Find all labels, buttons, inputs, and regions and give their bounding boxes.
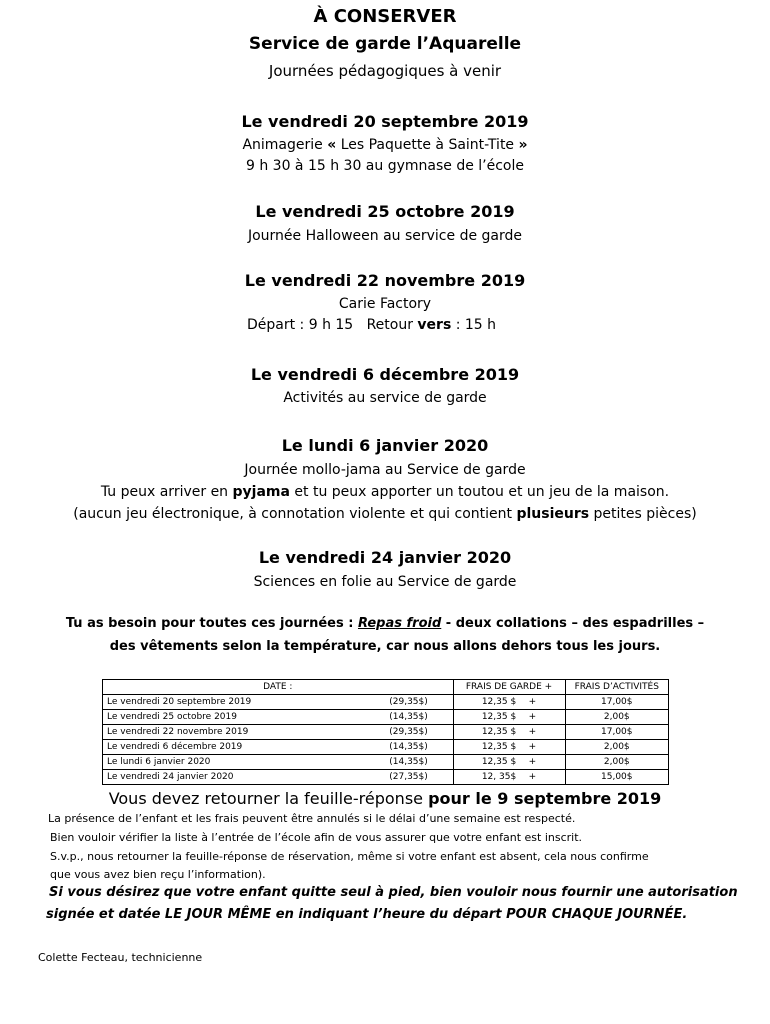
- garde-amount: 12,35 $: [481, 756, 517, 767]
- note-3: S.v.p., nous retourner la feuille-réponse de réservation, même si votre enfant est absent, cela nous confirme: [50, 850, 649, 863]
- row-date: Le vendredi 6 décembre 2019: [103, 740, 365, 755]
- plus-sign: +: [528, 771, 537, 782]
- event-desc-6: Sciences en folie au Service de garde: [253, 574, 517, 590]
- event-text: Départ : 9 h 15 Retour: [247, 317, 418, 333]
- event-desc-2: Journée Halloween au service de garde: [247, 228, 522, 244]
- row-total: (14,35$): [365, 755, 454, 770]
- header-date: DATE :: [103, 680, 454, 695]
- row-date: Le vendredi 25 octobre 2019: [103, 710, 365, 725]
- row-frais-activite: 2,00$: [565, 740, 668, 755]
- warning-line-2: signée et datée LE JOUR MÊME en indiquant l’heure du départ POUR CHAQUE JOURNÉE.: [46, 907, 688, 922]
- warning-line-1: Si vous désirez que votre enfant quitte seul à pied, bien vouloir nous fournir une autorisation: [49, 885, 738, 900]
- return-notice: [0, 789, 770, 808]
- event-desc-3: Carie Factory: [338, 296, 432, 312]
- return-deadline: pour le 9 septembre 2019: [428, 789, 662, 808]
- table-row: [103, 695, 669, 710]
- row-frais-activite: 17,00$: [565, 725, 668, 740]
- event-text: Les Paquette à Saint-Tite: [336, 137, 519, 153]
- event-date-3: Le vendredi 22 novembre 2019: [244, 271, 526, 290]
- quote-open: «: [327, 137, 337, 153]
- return-text: Vous devez retourner la feuille-réponse: [108, 789, 429, 808]
- heading-keep: À CONSERVER: [313, 6, 457, 27]
- garde-amount: 12,35 $: [481, 711, 517, 722]
- table-row: [103, 740, 669, 755]
- row-frais-garde: [453, 740, 565, 755]
- signature: Colette Fecteau, technicienne: [38, 951, 203, 964]
- row-frais-activite: 17,00$: [565, 695, 668, 710]
- event-date-5: Le lundi 6 janvier 2020: [281, 436, 489, 455]
- needs-line-2: des vêtements selon la température, car nous allons dehors tous les jours.: [109, 639, 661, 654]
- event-text: Tu peux arriver en: [100, 484, 233, 500]
- event-text: petites pièces): [589, 506, 697, 522]
- event-desc-1: [0, 137, 770, 153]
- event-text: : 15 h: [451, 317, 497, 333]
- event-desc-5: Journée mollo-jama au Service de garde: [244, 462, 526, 478]
- event-line-5b: [0, 484, 770, 500]
- event-text: et tu peux apporter un toutou et un jeu de la maison.: [289, 484, 670, 500]
- row-total: (29,35$): [365, 725, 454, 740]
- row-frais-garde: [453, 725, 565, 740]
- note-1: La présence de l’enfant et les frais peuvent être annulés si le délai d’une semaine est respecté.: [48, 812, 576, 825]
- row-total: (29,35$): [365, 695, 454, 710]
- plus-sign: +: [528, 726, 537, 737]
- table-row: [103, 710, 669, 725]
- row-frais-activite: 2,00$: [565, 755, 668, 770]
- event-text: Animagerie: [242, 137, 328, 153]
- note-2: Bien vouloir vérifier la liste à l’entrée de l’école afin de vous assurer que votre enfant est inscrit.: [50, 831, 583, 844]
- fees-table: [102, 679, 669, 785]
- quote-close: »: [518, 137, 528, 153]
- plus-sign: +: [528, 696, 537, 707]
- row-total: (14,35$): [365, 740, 454, 755]
- row-frais-garde: [453, 755, 565, 770]
- row-frais-garde: [453, 710, 565, 725]
- plus-sign: +: [528, 711, 537, 722]
- needs-line-1: [0, 616, 770, 631]
- heading-service: Service de garde l’Aquarelle: [248, 34, 522, 54]
- row-date: Le vendredi 24 janvier 2020: [103, 770, 365, 785]
- heading-subtitle: Journées pédagogiques à venir: [268, 62, 502, 80]
- event-date-1: Le vendredi 20 septembre 2019: [241, 112, 529, 131]
- table-row: [103, 770, 669, 785]
- plus-sign: +: [528, 756, 537, 767]
- row-total: (27,35$): [365, 770, 454, 785]
- row-frais-activite: 2,00$: [565, 710, 668, 725]
- garde-amount: 12,35 $: [481, 726, 517, 737]
- table-row: [103, 725, 669, 740]
- header-frais-garde: FRAIS DE GARDE +: [453, 680, 565, 695]
- event-time-3: [247, 317, 496, 333]
- event-date-6: Le vendredi 24 janvier 2020: [258, 548, 512, 567]
- note-4: que vous avez bien reçu l’information).: [50, 868, 266, 881]
- row-frais-garde: [453, 695, 565, 710]
- row-total: (14,35$): [365, 710, 454, 725]
- event-line-5c: [0, 506, 770, 522]
- row-frais-garde: [453, 770, 565, 785]
- table-header-row: [103, 680, 669, 695]
- plus-sign: +: [528, 741, 537, 752]
- event-date-4: Le vendredi 6 décembre 2019: [250, 365, 520, 384]
- event-desc-4: Activités au service de garde: [283, 390, 487, 406]
- garde-amount: 12,35 $: [481, 741, 517, 752]
- table-row: [103, 755, 669, 770]
- garde-amount: 12, 35$: [481, 771, 517, 782]
- event-text-bold: pyjama: [232, 484, 290, 500]
- garde-amount: 12,35 $: [481, 696, 517, 707]
- row-date: Le vendredi 20 septembre 2019: [103, 695, 365, 710]
- event-time-1: 9 h 30 à 15 h 30 au gymnase de l’école: [245, 158, 525, 174]
- event-date-2: Le vendredi 25 octobre 2019: [255, 202, 515, 221]
- event-text-bold: plusieurs: [516, 506, 590, 522]
- needs-text: - deux collations – des espadrilles –: [441, 616, 705, 631]
- needs-text: Tu as besoin pour toutes ces journées :: [65, 616, 358, 631]
- row-date: Le vendredi 22 novembre 2019: [103, 725, 365, 740]
- row-frais-activite: 15,00$: [565, 770, 668, 785]
- event-text-bold: vers: [417, 317, 452, 333]
- header-frais-activites: FRAIS D’ACTIVITÉS: [565, 680, 668, 695]
- event-text: (aucun jeu électronique, à connotation violente et qui contient: [73, 506, 517, 522]
- needs-underlined: Repas froid: [357, 616, 442, 631]
- row-date: Le lundi 6 janvier 2020: [103, 755, 365, 770]
